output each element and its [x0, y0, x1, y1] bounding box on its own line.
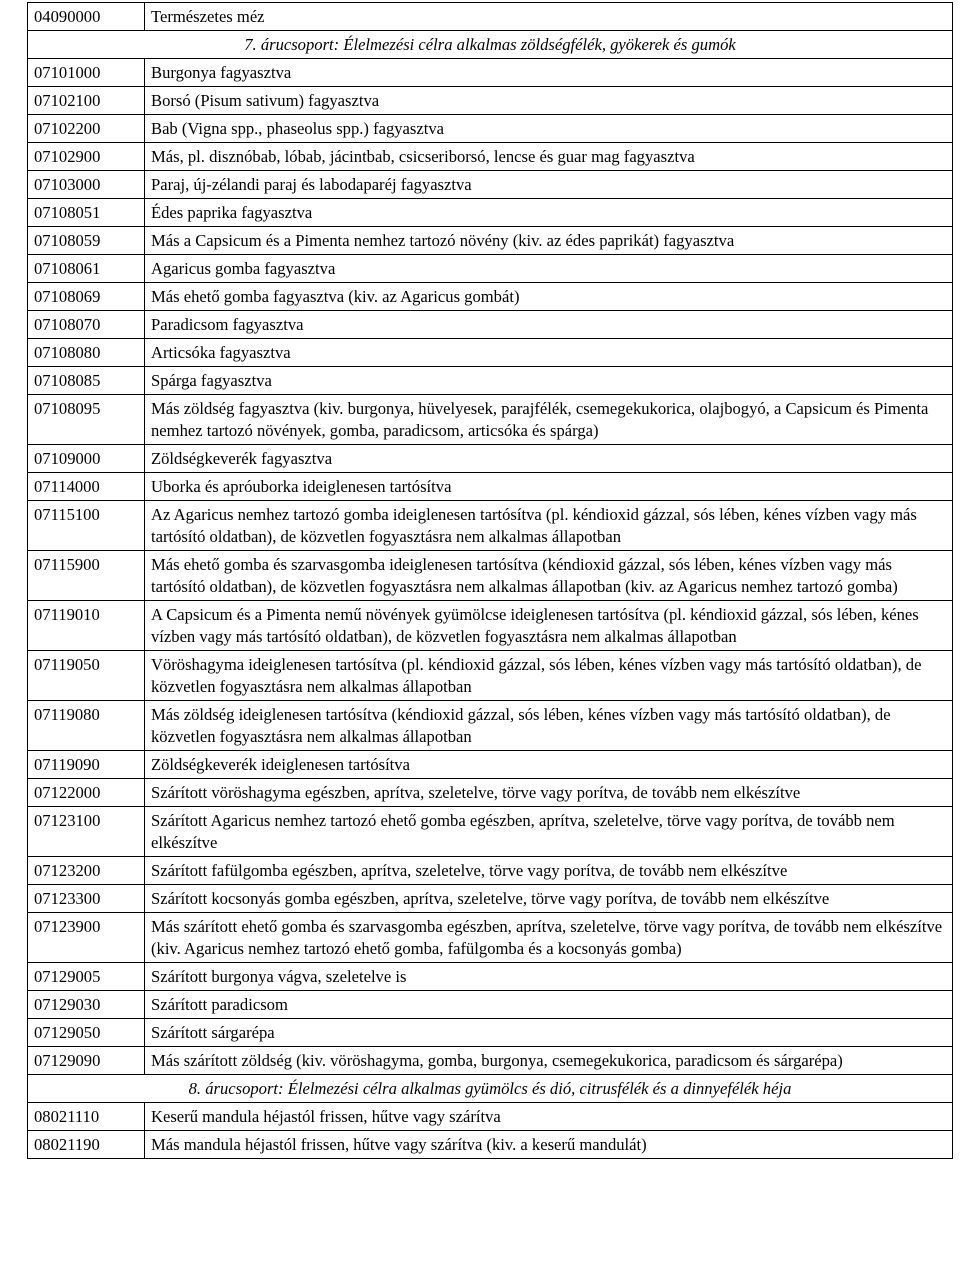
product-code: 07102100	[28, 87, 145, 115]
table-row	[28, 1131, 953, 1159]
table-row	[28, 199, 953, 227]
table-row	[28, 991, 953, 1019]
product-description: Agaricus gomba fagyasztva	[145, 255, 953, 283]
product-description: Zöldségkeverék ideiglenesen tartósítva	[145, 751, 953, 779]
product-code: 08021190	[28, 1131, 145, 1159]
product-code: 08021110	[28, 1103, 145, 1131]
table-row	[28, 115, 953, 143]
product-code: 07108051	[28, 199, 145, 227]
table-row	[28, 227, 953, 255]
product-description: Más szárított zöldség (kiv. vöröshagyma, gomba, burgonya, csemegekukorica, paradicsom és sárgarépa)	[145, 1047, 953, 1075]
table-row	[28, 87, 953, 115]
product-description: Paraj, új-zélandi paraj és labodaparéj fagyasztva	[145, 171, 953, 199]
product-code: 07119010	[28, 601, 145, 651]
product-code: 07108095	[28, 395, 145, 445]
product-description: Articsóka fagyasztva	[145, 339, 953, 367]
table-row	[28, 885, 953, 913]
product-description: Keserű mandula héjastól frissen, hűtve vagy szárítva	[145, 1103, 953, 1131]
product-code: 07129090	[28, 1047, 145, 1075]
table-row	[28, 857, 953, 885]
table-row	[28, 1047, 953, 1075]
table-row	[28, 1103, 953, 1131]
product-description: Szárított vöröshagyma egészben, aprítva, szeletelve, törve vagy porítva, de tovább nem elkészítve	[145, 779, 953, 807]
product-code: 07119080	[28, 701, 145, 751]
product-code: 07119090	[28, 751, 145, 779]
product-code: 04090000	[28, 3, 145, 31]
product-description: Más szárított ehető gomba és szarvasgomba egészben, aprítva, szeletelve, törve vagy porítva, de tovább nem elkészítve (kiv. Agaricus nemhez tartozó ehető gomba, fafülgomba és a kocsonyás gomba)	[145, 913, 953, 963]
group-header-row	[28, 1075, 953, 1103]
product-description: Más mandula héjastól frissen, hűtve vagy szárítva (kiv. a keserű mandulát)	[145, 1131, 953, 1159]
product-code: 07115100	[28, 501, 145, 551]
product-code: 07129005	[28, 963, 145, 991]
product-code: 07108069	[28, 283, 145, 311]
product-description: Más zöldség ideiglenesen tartósítva (kéndioxid gázzal, sós lében, kénes vízben vagy más tartósító oldatban), de közvetlen fogyasztásra nem alkalmas állapotban	[145, 701, 953, 751]
table-row	[28, 807, 953, 857]
product-code: 07123300	[28, 885, 145, 913]
product-description: Spárga fagyasztva	[145, 367, 953, 395]
product-description: Szárított fafülgomba egészben, aprítva, szeletelve, törve vagy porítva, de tovább nem elkészítve	[145, 857, 953, 885]
product-code-table	[27, 2, 953, 1159]
table-row	[28, 143, 953, 171]
table-row	[28, 3, 953, 31]
product-description: Paradicsom fagyasztva	[145, 311, 953, 339]
product-description: Természetes méz	[145, 3, 953, 31]
product-description: Más a Capsicum és a Pimenta nemhez tartozó növény (kiv. az édes paprikát) fagyasztva	[145, 227, 953, 255]
product-description: Szárított sárgarépa	[145, 1019, 953, 1047]
product-code: 07123200	[28, 857, 145, 885]
table-row	[28, 551, 953, 601]
product-description: Szárított kocsonyás gomba egészben, aprítva, szeletelve, törve vagy porítva, de tovább nem elkészítve	[145, 885, 953, 913]
table-row	[28, 601, 953, 651]
product-code: 07102200	[28, 115, 145, 143]
product-description: A Capsicum és a Pimenta nemű növények gyümölcse ideiglenesen tartósítva (pl. kéndioxid gázzal, sós lében, kénes vízben vagy más tartósító oldatban), de közvetlen fogyasztásra nem alkalmas állapotban	[145, 601, 953, 651]
table-row	[28, 913, 953, 963]
product-description: Borsó (Pisum sativum) fagyasztva	[145, 87, 953, 115]
product-code: 07115900	[28, 551, 145, 601]
table-row	[28, 283, 953, 311]
product-code: 07123900	[28, 913, 145, 963]
table-row	[28, 501, 953, 551]
table-row	[28, 339, 953, 367]
table-row	[28, 255, 953, 283]
table-row	[28, 59, 953, 87]
product-code: 07109000	[28, 445, 145, 473]
product-code: 07114000	[28, 473, 145, 501]
table-row	[28, 701, 953, 751]
product-code: 07108061	[28, 255, 145, 283]
group-heading: 7. árucsoport: Élelmezési célra alkalmas zöldségfélék, gyökerek és gumók	[28, 31, 953, 59]
product-description: Zöldségkeverék fagyasztva	[145, 445, 953, 473]
table-row	[28, 445, 953, 473]
table-row	[28, 395, 953, 445]
table-row	[28, 367, 953, 395]
product-code: 07122000	[28, 779, 145, 807]
product-description: Szárított burgonya vágva, szeletelve is	[145, 963, 953, 991]
product-description: Szárított paradicsom	[145, 991, 953, 1019]
product-code: 07102900	[28, 143, 145, 171]
product-description: Burgonya fagyasztva	[145, 59, 953, 87]
product-code: 07108080	[28, 339, 145, 367]
product-description: Más, pl. disznóbab, lóbab, jácintbab, csicseriborsó, lencse és guar mag fagyasztva	[145, 143, 953, 171]
table-body	[28, 3, 953, 1159]
product-code: 07129050	[28, 1019, 145, 1047]
table-row	[28, 1019, 953, 1047]
table-row	[28, 963, 953, 991]
table-row	[28, 779, 953, 807]
product-description: Az Agaricus nemhez tartozó gomba ideiglenesen tartósítva (pl. kéndioxid gázzal, sós lében, kénes vízben vagy más tartósító oldatban), de közvetlen fogyasztásra nem alkalmas állapotban	[145, 501, 953, 551]
product-code: 07108059	[28, 227, 145, 255]
product-description: Más ehető gomba és szarvasgomba ideiglenesen tartósítva (kéndioxid gázzal, sós lében, kénes vízben vagy más tartósító oldatban), de közvetlen fogyasztásra nem alkalmas állapotban (kiv. az Agaricus nemhez tartozó gomba)	[145, 551, 953, 601]
product-code: 07108070	[28, 311, 145, 339]
product-description: Más ehető gomba fagyasztva (kiv. az Agaricus gombát)	[145, 283, 953, 311]
product-code: 07108085	[28, 367, 145, 395]
product-code: 07103000	[28, 171, 145, 199]
product-description: Bab (Vigna spp., phaseolus spp.) fagyasztva	[145, 115, 953, 143]
product-description: Más zöldség fagyasztva (kiv. burgonya, hüvelyesek, parajfélék, csemegekukorica, olajbogyó, a Capsicum és Pimenta nemhez tartozó növények, gomba, paradicsom, articsóka és spárga)	[145, 395, 953, 445]
table-row	[28, 311, 953, 339]
product-description: Szárított Agaricus nemhez tartozó ehető gomba egészben, aprítva, szeletelve, törve vagy porítva, de tovább nem elkészítve	[145, 807, 953, 857]
product-description: Édes paprika fagyasztva	[145, 199, 953, 227]
product-code: 07101000	[28, 59, 145, 87]
product-code: 07129030	[28, 991, 145, 1019]
table-row	[28, 473, 953, 501]
table-row	[28, 171, 953, 199]
product-description: Uborka és apróuborka ideiglenesen tartósítva	[145, 473, 953, 501]
group-header-row	[28, 31, 953, 59]
product-code: 07123100	[28, 807, 145, 857]
table-row	[28, 651, 953, 701]
product-code: 07119050	[28, 651, 145, 701]
group-heading: 8. árucsoport: Élelmezési célra alkalmas gyümölcs és dió, citrusfélék és a dinnyefélék héja	[28, 1075, 953, 1103]
table-row	[28, 751, 953, 779]
product-description: Vöröshagyma ideiglenesen tartósítva (pl. kéndioxid gázzal, sós lében, kénes vízben vagy más tartósító oldatban), de közvetlen fogyasztásra nem alkalmas állapotban	[145, 651, 953, 701]
